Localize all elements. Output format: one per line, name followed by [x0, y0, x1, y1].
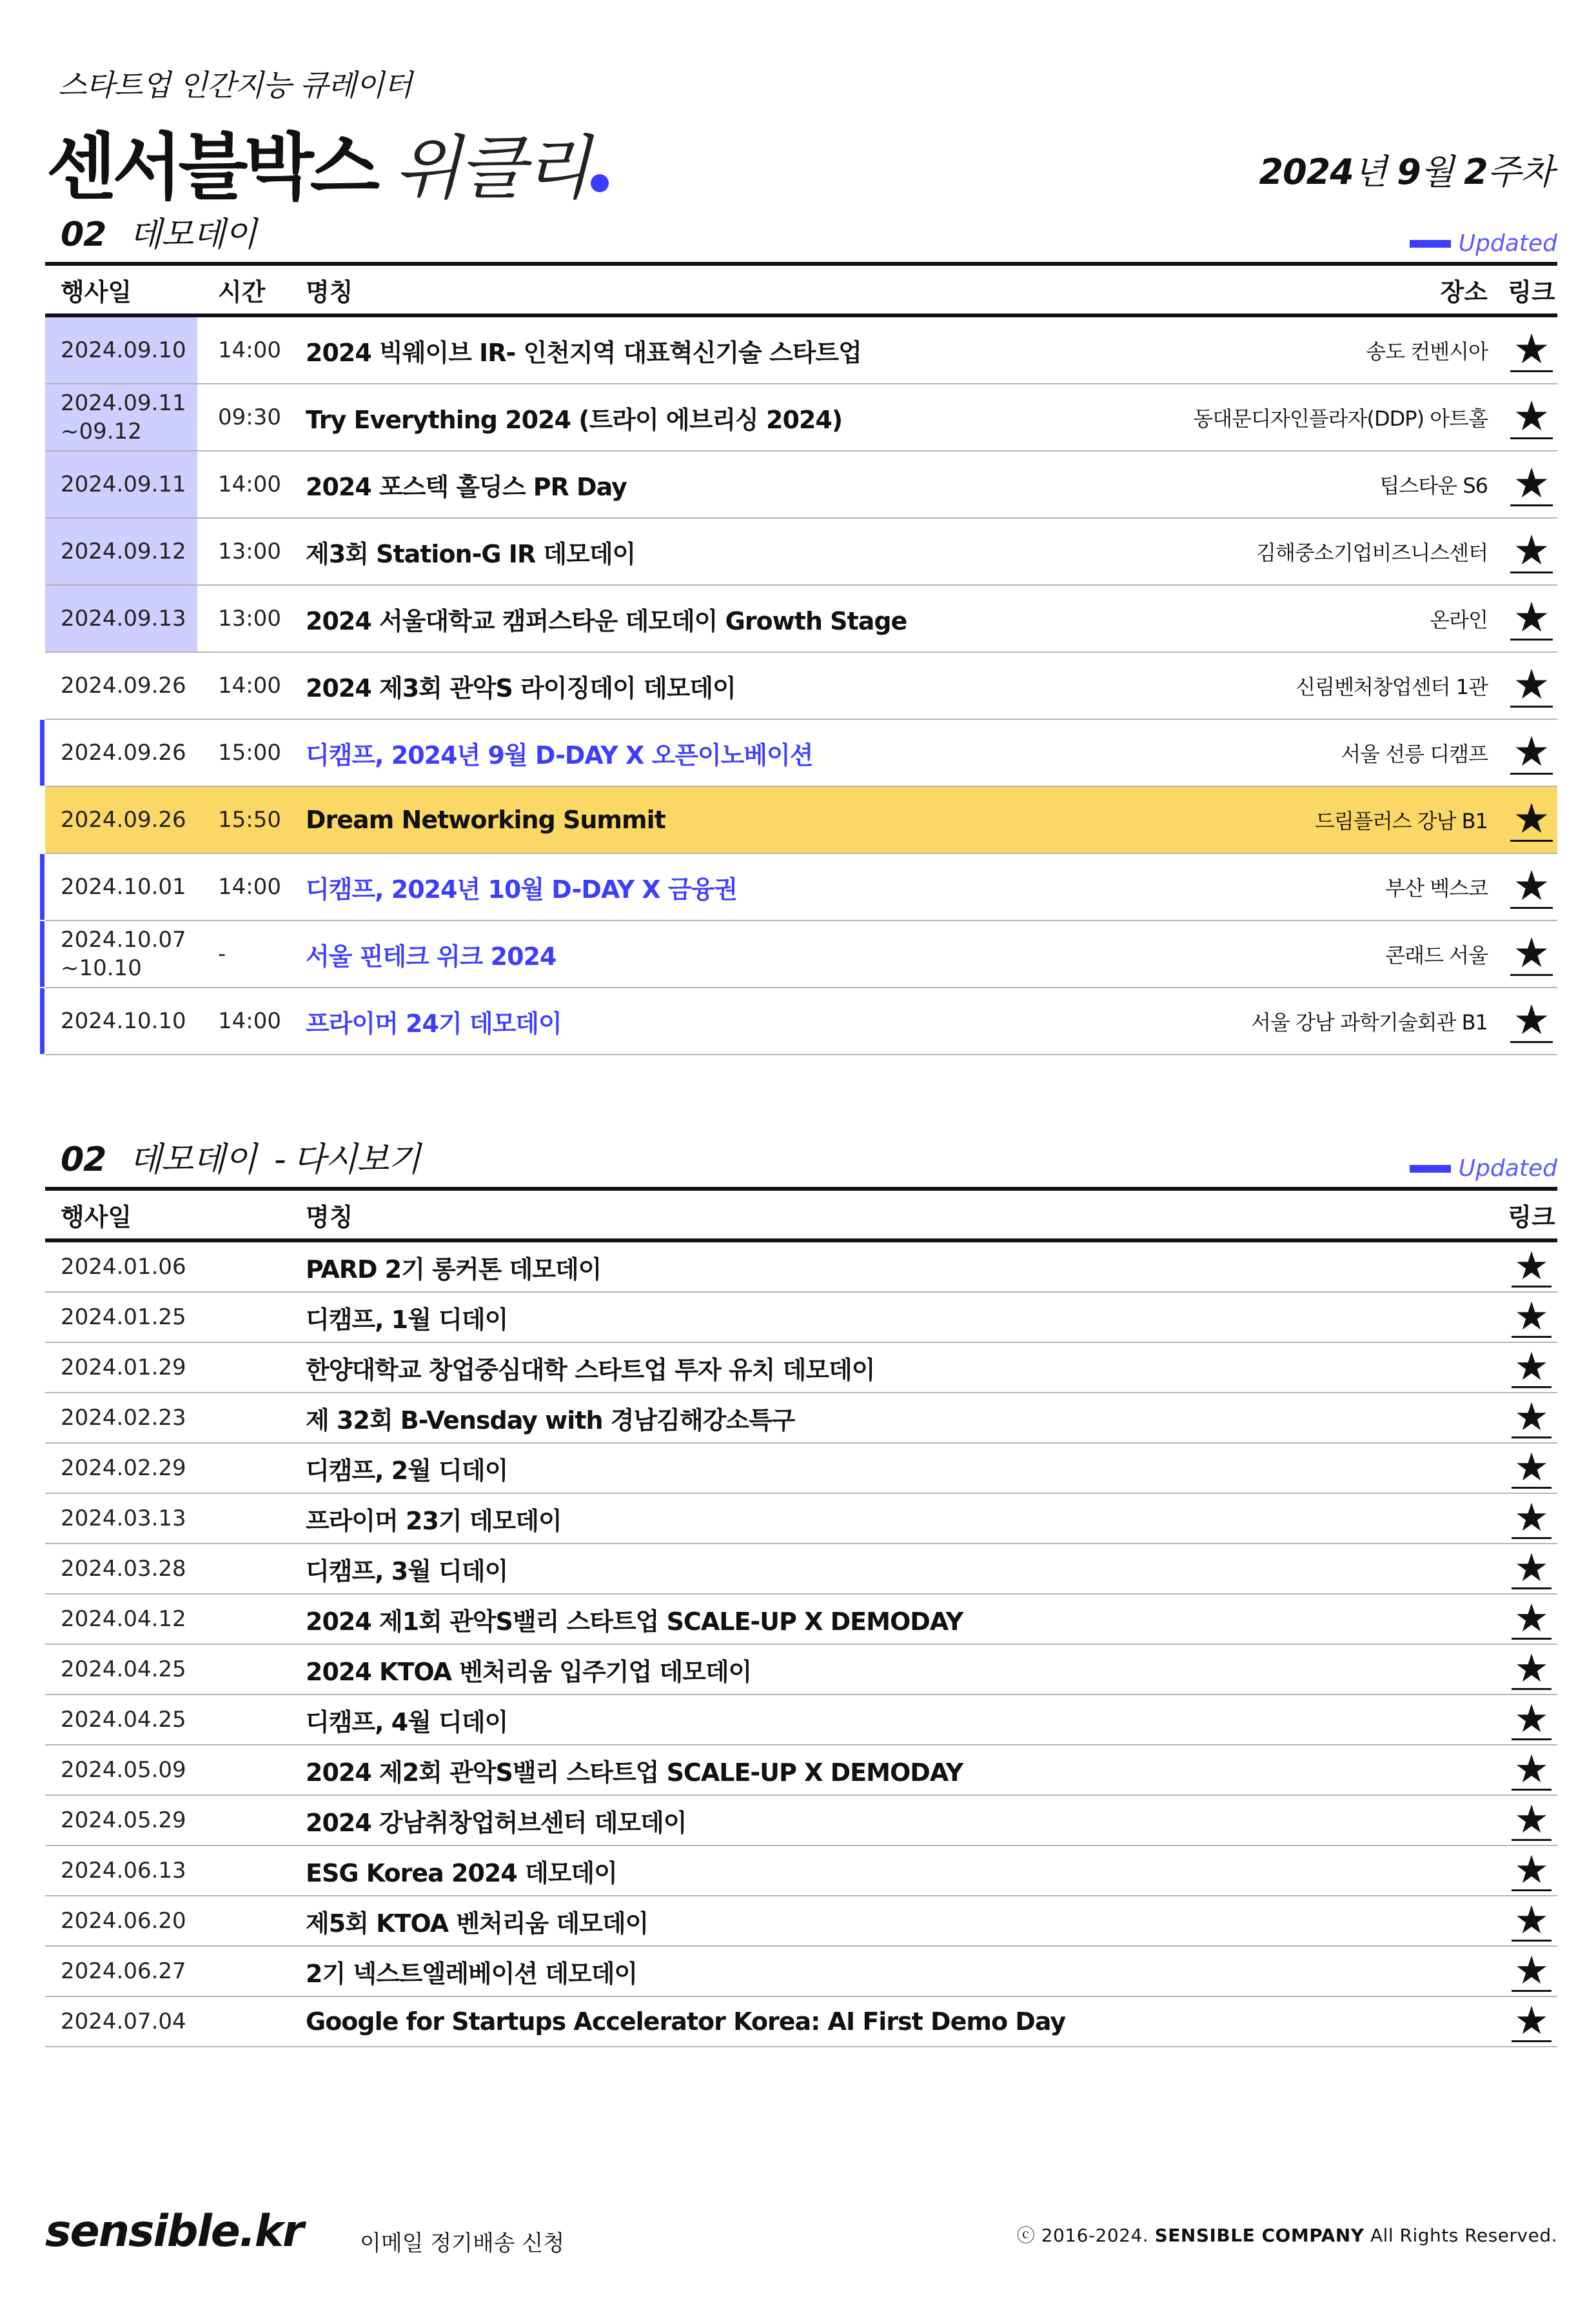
event-name: 2024 제1회 관악S밸리 스타트업 SCALE-UP X DEMODAY [306, 1607, 963, 1636]
event-link[interactable] [1506, 1696, 1557, 1742]
event-name: 프라이머 23기 데모데이 [306, 1506, 562, 1535]
event-name: 2기 넥스트엘레베이션 데모데이 [306, 1959, 638, 1988]
event-date: 2024.05.09 [61, 1757, 186, 1783]
section-number: 02 [61, 215, 106, 254]
col-time: 시간 [218, 277, 266, 306]
event-time: - [218, 941, 226, 967]
event-date [45, 720, 197, 786]
star-icon[interactable]: ★ [1510, 530, 1552, 573]
event-link[interactable] [1506, 1545, 1557, 1591]
event-venue: 팁스타운 S6 [1379, 473, 1488, 498]
star-icon[interactable]: ★ [1510, 799, 1552, 842]
table-row [45, 586, 1557, 653]
event-date-start: 2024.09.11 [61, 472, 186, 497]
table-row [45, 1494, 1557, 1544]
event-venue: 동대문디자인플라자(DDP) 아트홀 [1193, 406, 1488, 431]
updated-label: Updated [1458, 230, 1557, 257]
col-link: 링크 [1508, 277, 1555, 306]
footer [45, 2206, 1557, 2264]
replay-section [45, 1142, 1557, 2047]
event-link[interactable] [1506, 1293, 1557, 1339]
event-link[interactable] [1506, 1344, 1557, 1389]
event-date-start: 2024.09.13 [61, 606, 186, 631]
star-icon[interactable]: ★ [1510, 1000, 1552, 1043]
event-time: 14:00 [218, 1008, 281, 1034]
event-name: 제3회 Station-G IR 데모데이 [306, 539, 636, 568]
event-link[interactable] [1506, 1394, 1557, 1440]
event-date-start: 2024.09.10 [61, 337, 186, 363]
col-venue: 장소 [1440, 277, 1488, 306]
event-link[interactable] [1506, 1897, 1557, 1943]
event-link[interactable] [1506, 1595, 1557, 1641]
event-name: 2024 서울대학교 캠퍼스타운 데모데이 Growth Stage [306, 606, 907, 635]
company-name: SENSIBLE COMPANY [1154, 2225, 1364, 2246]
star-icon[interactable]: ★ [1512, 1649, 1552, 1690]
updated-label: Updated [1458, 1155, 1557, 1182]
table-row [45, 854, 1557, 921]
event-name: PARD 2기 롱커톤 데모데이 [306, 1255, 602, 1284]
col-link: 링크 [1508, 1202, 1555, 1231]
col-name: 명칭 [306, 1202, 353, 1231]
event-link[interactable] [1506, 392, 1557, 441]
updated-marker [40, 720, 44, 786]
event-date [45, 653, 197, 719]
table-row [45, 1745, 1557, 1796]
event-venue: 서울 강남 과학기술회관 B1 [1251, 1010, 1488, 1035]
event-link[interactable] [1506, 1444, 1557, 1490]
section-header [45, 1142, 1557, 1187]
event-date: 2024.04.12 [61, 1606, 186, 1632]
event-name: 디캠프, 2024년 9월 D-DAY X 오픈이노베이션 [306, 741, 813, 770]
event-date [45, 452, 197, 517]
star-icon[interactable]: ★ [1510, 731, 1552, 775]
event-date-start: 2024.09.26 [61, 740, 186, 766]
table-row [45, 1393, 1557, 1444]
event-name: Dream Networking Summit [306, 806, 665, 834]
star-icon[interactable]: ★ [1512, 1599, 1552, 1640]
event-time: 14:00 [218, 472, 281, 497]
event-name: 서울 핀테크 위크 2024 [306, 942, 557, 971]
event-date [45, 988, 197, 1054]
newsletter-link[interactable]: 이메일 정기배송 신청 [360, 2231, 565, 2256]
event-name: ESG Korea 2024 데모데이 [306, 1858, 617, 1887]
issue-date [1259, 144, 1553, 194]
table-row [45, 1645, 1557, 1695]
section-title-text: 데모데이 [129, 1140, 257, 1179]
event-name: 디캠프, 1월 디데이 [306, 1305, 508, 1334]
table-row [45, 720, 1557, 787]
subtitle: 스타트업 인간지능 큐레이터 [58, 68, 412, 103]
section-title-text: 데모데이 [129, 215, 257, 254]
event-link[interactable] [1506, 929, 1557, 977]
table-row [45, 787, 1557, 854]
star-icon[interactable]: ★ [1512, 1247, 1552, 1287]
event-date-end: ~10.10 [61, 955, 142, 981]
event-link[interactable] [1506, 996, 1557, 1044]
star-icon[interactable]: ★ [1510, 933, 1552, 976]
col-date: 행사일 [61, 277, 132, 306]
event-date [45, 787, 197, 853]
event-name: 프라이머 24기 데모데이 [306, 1009, 562, 1038]
event-link[interactable] [1506, 1243, 1557, 1289]
star-icon[interactable]: ★ [1512, 1750, 1552, 1791]
event-date [45, 519, 197, 584]
event-link[interactable] [1506, 325, 1557, 373]
issue-month: 9 [1397, 152, 1421, 192]
event-link[interactable] [1506, 459, 1557, 508]
demoday-section [45, 217, 1557, 1055]
table-row [45, 1242, 1557, 1293]
event-link[interactable] [1506, 661, 1557, 709]
event-date: 2024.01.25 [61, 1304, 186, 1330]
star-icon[interactable]: ★ [1510, 463, 1552, 506]
brand-name: 센서블박스 [46, 126, 376, 210]
event-venue: 온라인 [1430, 608, 1488, 632]
event-date-start: 2024.09.26 [61, 673, 186, 699]
event-link[interactable] [1506, 862, 1557, 910]
brand-weekly: 위클리 [393, 128, 588, 209]
updated-marker [40, 854, 44, 920]
event-venue: 드림플러스 강남 B1 [1314, 809, 1488, 833]
event-date [45, 317, 197, 383]
event-date-start: 2024.10.01 [61, 874, 186, 900]
table-row [45, 1947, 1557, 1997]
table-row [45, 317, 1557, 384]
table-row [45, 1595, 1557, 1645]
event-name: 2024 제3회 관악S 라이징데이 데모데이 [306, 673, 736, 702]
event-date [45, 384, 197, 450]
event-time: 15:00 [218, 740, 281, 766]
event-date: 2024.05.29 [61, 1807, 186, 1833]
event-venue: 김해중소기업비즈니스센터 [1256, 541, 1488, 565]
star-icon[interactable]: ★ [1510, 597, 1552, 641]
section-title [61, 207, 256, 255]
event-venue: 신림벤처창업센터 1관 [1296, 675, 1488, 699]
event-date-end: ~09.12 [61, 419, 142, 444]
event-name: Google for Startups Accelerator Korea: AI First Demo Day [306, 2007, 1066, 2036]
event-date-start: 2024.09.26 [61, 807, 186, 833]
event-name: Try Everything 2024 (트라이 에브리싱 2024) [306, 405, 843, 434]
updated-marker [40, 921, 44, 987]
updated-legend [1410, 230, 1557, 257]
demoday-table-body [45, 317, 1557, 1055]
event-date: 2024.01.06 [61, 1254, 186, 1280]
event-time: 09:30 [218, 404, 281, 430]
updated-bar-icon [1410, 1165, 1451, 1173]
rights-text: All Rights Reserved. [1370, 2225, 1557, 2246]
event-date: 2024.06.27 [61, 1958, 186, 1984]
table-row [45, 988, 1557, 1055]
star-icon[interactable]: ★ [1512, 1700, 1552, 1740]
event-name: 2024 빅웨이브 IR- 인천지역 대표혁신기술 스타트업 [306, 338, 862, 367]
table-row [45, 921, 1557, 988]
event-date-start: 2024.10.07 [61, 927, 186, 953]
star-icon[interactable]: ★ [1512, 1297, 1552, 1338]
star-icon[interactable]: ★ [1510, 396, 1552, 439]
event-date: 2024.03.13 [61, 1506, 186, 1531]
star-icon[interactable]: ★ [1512, 1901, 1552, 1942]
event-time: 14:00 [218, 874, 281, 900]
table-row [45, 1293, 1557, 1343]
replay-table-body [45, 1242, 1557, 2047]
event-date [45, 586, 197, 651]
event-name: 디캠프, 2024년 10월 D-DAY X 금융권 [306, 875, 738, 904]
site-link[interactable]: sensible.kr [45, 2206, 303, 2257]
section-number: 02 [61, 1140, 106, 1179]
issue-week: 2 [1464, 152, 1488, 192]
table-row [45, 1796, 1557, 1846]
table-row [45, 1695, 1557, 1745]
brand-dot-icon [591, 174, 609, 192]
event-name: 디캠프, 3월 디데이 [306, 1556, 508, 1585]
event-link[interactable] [1506, 1746, 1557, 1792]
event-time: 15:50 [218, 807, 281, 833]
event-date-start: 2024.09.12 [61, 539, 186, 564]
star-icon[interactable]: ★ [1510, 664, 1552, 708]
table-header [45, 266, 1557, 317]
star-icon[interactable]: ★ [1510, 866, 1552, 909]
event-date: 2024.07.04 [61, 2009, 186, 2034]
event-name: 디캠프, 4월 디데이 [306, 1707, 508, 1736]
section-title [61, 1132, 420, 1180]
event-link[interactable] [1506, 795, 1557, 843]
star-icon[interactable]: ★ [1512, 1549, 1552, 1589]
issue-month-suffix: 월 [1420, 152, 1453, 192]
event-date: 2024.06.13 [61, 1858, 186, 1884]
table-row [45, 653, 1557, 720]
event-venue: 서울 선릉 디캠프 [1341, 742, 1488, 766]
table-row [45, 1997, 1557, 2047]
event-name: 2024 제2회 관악S밸리 스타트업 SCALE-UP X DEMODAY [306, 1758, 963, 1787]
updated-legend [1410, 1155, 1557, 1182]
event-date: 2024.06.20 [61, 1908, 186, 1934]
issue-week-suffix: 주차 [1487, 152, 1553, 192]
section-header [45, 217, 1557, 262]
event-time: 13:00 [218, 606, 281, 631]
copyright [1017, 2222, 1557, 2247]
event-link[interactable] [1506, 728, 1557, 776]
section-title-dash: - [273, 1140, 286, 1179]
table-row [45, 1343, 1557, 1393]
issue-year-suffix: 년 [1353, 152, 1386, 192]
event-name: 2024 KTOA 벤처리움 입주기업 데모데이 [306, 1657, 752, 1686]
event-name: 제 32회 B-Vensday with 경남김해강소특구 [306, 1406, 795, 1435]
event-link[interactable] [1506, 1495, 1557, 1540]
event-date: 2024.02.23 [61, 1405, 186, 1431]
event-date [45, 921, 197, 987]
star-icon[interactable]: ★ [1512, 1800, 1552, 1841]
star-icon[interactable]: ★ [1512, 1448, 1552, 1489]
updated-marker [40, 988, 44, 1054]
event-name: 제5회 KTOA 벤처리움 데모데이 [306, 1909, 649, 1938]
event-link[interactable] [1506, 1998, 1557, 2043]
star-icon[interactable]: ★ [1512, 1851, 1552, 1891]
event-name: 디캠프, 2월 디데이 [306, 1456, 508, 1485]
star-icon[interactable]: ★ [1512, 2002, 1552, 2042]
event-name: 2024 포스텍 홀딩스 PR Day [306, 472, 627, 501]
star-icon[interactable]: ★ [1512, 1347, 1552, 1388]
table-row [45, 384, 1557, 452]
table-row [45, 1846, 1557, 1896]
updated-bar-icon [1410, 240, 1451, 248]
event-venue: 부산 벡스코 [1385, 876, 1488, 900]
event-link[interactable] [1506, 1847, 1557, 1893]
section-title-sub: 다시보기 [293, 1140, 420, 1179]
event-link[interactable] [1506, 1947, 1557, 1993]
event-date [45, 854, 197, 920]
event-date: 2024.01.29 [61, 1355, 186, 1380]
event-venue: 콘래드 서울 [1385, 943, 1488, 968]
star-icon[interactable]: ★ [1512, 1951, 1552, 1992]
brand-logo [46, 110, 609, 210]
col-name: 명칭 [306, 277, 353, 306]
star-icon[interactable]: ★ [1512, 1498, 1552, 1539]
table-row [45, 519, 1557, 586]
issue-year: 2024 [1259, 152, 1354, 192]
event-time: 14:00 [218, 337, 281, 363]
star-icon[interactable]: ★ [1510, 329, 1552, 372]
event-time: 13:00 [218, 539, 281, 564]
table-row [45, 1896, 1557, 1947]
table-row [45, 1544, 1557, 1595]
event-link[interactable] [1506, 526, 1557, 575]
event-date: 2024.03.28 [61, 1556, 186, 1582]
table-header [45, 1191, 1557, 1242]
event-date: 2024.04.25 [61, 1656, 186, 1682]
event-venue: 송도 컨벤시아 [1366, 339, 1488, 364]
event-date: 2024.04.25 [61, 1707, 186, 1733]
event-date-start: 2024.10.10 [61, 1008, 186, 1034]
star-icon[interactable]: ★ [1512, 1398, 1552, 1438]
col-date: 행사일 [61, 1202, 132, 1231]
event-link[interactable] [1506, 1796, 1557, 1842]
event-name: 한양대학교 창업중심대학 스타트업 투자 유치 데모데이 [306, 1355, 875, 1384]
event-date: 2024.02.29 [61, 1455, 186, 1481]
event-date-start: 2024.09.11 [61, 390, 186, 416]
event-time: 14:00 [218, 673, 281, 699]
event-link[interactable] [1506, 593, 1557, 642]
event-link[interactable] [1506, 1645, 1557, 1691]
table-row [45, 452, 1557, 519]
event-name: 2024 강남취창업허브센터 데모데이 [306, 1808, 687, 1837]
copyright-prefix: ⓒ 2016-2024. [1016, 2225, 1149, 2246]
table-row [45, 1444, 1557, 1494]
